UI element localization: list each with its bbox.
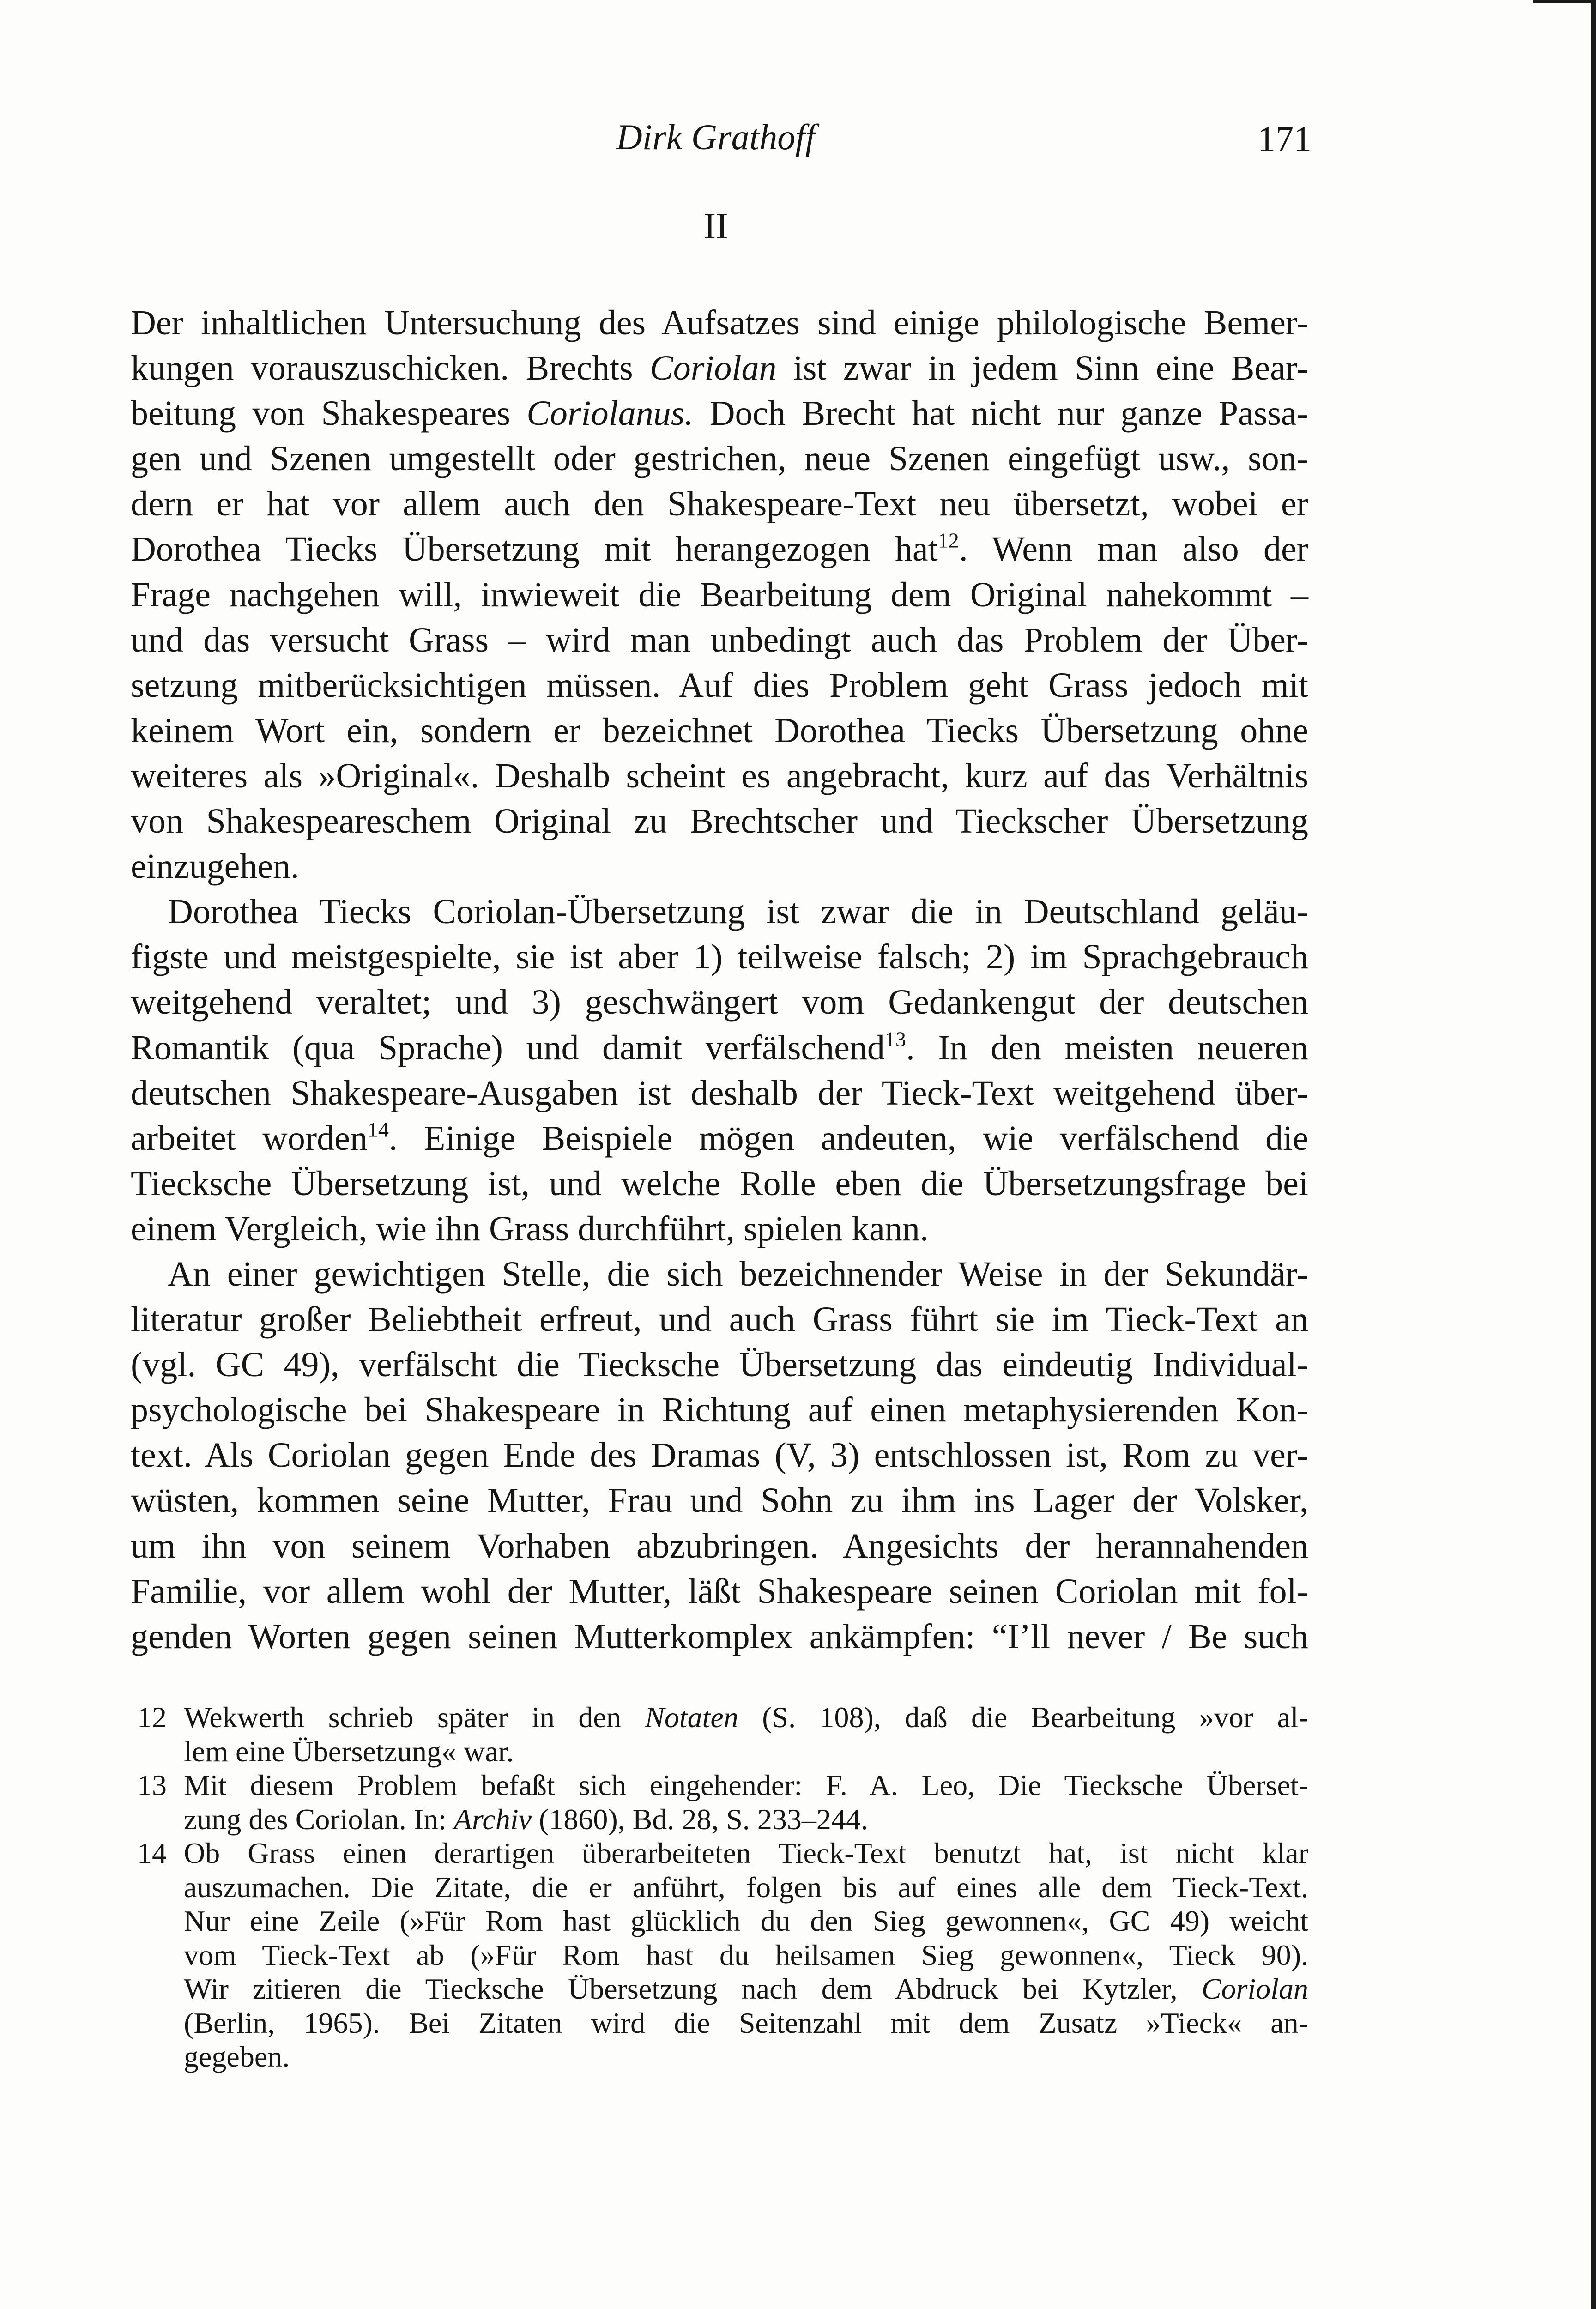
text-line: Dorothea Tiecks Coriolan-Übersetzung ist zwar die in Deutschland geläu- — [168, 892, 1308, 931]
footnote-ref-12: 12 — [937, 528, 959, 552]
footnote-line: auszumachen. Die Zitate, die er anführt, folgen bis auf eines alle dem Tieck-Text. — [184, 1870, 1308, 1904]
text-line: Der inhaltlichen Untersuchung des Aufsatzes sind einige philologische Bemer- — [131, 303, 1308, 342]
text-line: Dorothea Tiecks Übersetzung mit herangezogen hat$^{12}$. Wenn man also der — [131, 528, 1308, 569]
footnote-number: 13 — [137, 1769, 167, 1801]
text-line: um ihn von seinem Vorhaben abzubringen. Angesichts der herannahenden — [131, 1526, 1308, 1566]
text-line: Tiecksche Übersetzung ist, und welche Rolle eben die Übersetzungsfrage bei — [131, 1164, 1308, 1203]
text-line: einzugehen. — [131, 847, 300, 886]
footnote-line: lem eine Übersetzung« war. — [184, 1735, 514, 1768]
text-line: (vgl. GC 49), verfälscht die Tiecksche Übersetzung das eindeutig Individual- — [131, 1345, 1308, 1384]
text-line: arbeitet worden$^{14}$. Einige Beispiele mögen andeuten, wie verfälschend die — [131, 1118, 1308, 1158]
text-line: An einer gewichtigen Stelle, die sich bezeichnender Weise in der Sekundär- — [168, 1254, 1308, 1294]
text-line: kungen vorauszuschicken. Brechts Coriolan ist zwar in jedem Sinn eine Bear- — [131, 349, 1308, 388]
text-line: keinem Wort ein, sondern er bezeichnet Dorothea Tiecks Übersetzung ohne — [131, 711, 1308, 750]
body-text — [131, 300, 1308, 1659]
running-head-author: Dirk Grathoff — [616, 117, 816, 157]
text-line: wüsten, kommen seine Mutter, Frau und Sohn zu ihm ins Lager der Volsker, — [131, 1481, 1308, 1520]
text-line: figste und meistgespielte, sie ist aber 1) teilweise falsch; 2) im Sprachgebrauch — [131, 937, 1308, 977]
work-title: Coriolan — [1201, 1972, 1308, 2005]
text-line: einem Vergleich, wie ihn Grass durchführt, spielen kann. — [131, 1209, 929, 1248]
footnote-ref-13: 13 — [884, 1027, 906, 1051]
footnote-13 — [131, 1768, 1308, 1836]
footnote-line: zung des Coriolan. In: Archiv (1860), Bd. 28, S. 233–244. — [184, 1802, 868, 1836]
journal-title: Archiv — [453, 1802, 532, 1836]
text-line: von Shakespeareschem Original zu Brechtscher und Tieckscher Übersetzung — [131, 802, 1308, 841]
text-line: psychologische bei Shakespeare in Richtung auf einen metaphysierenden Kon- — [131, 1390, 1308, 1430]
footnote-14 — [131, 1836, 1308, 2074]
footnote-number: 14 — [137, 1837, 167, 1869]
text-line: dern er hat vor allem auch den Shakespeare-Text neu übersetzt, wobei er — [131, 484, 1308, 524]
footnote-line: gegeben. — [184, 2040, 290, 2073]
section-heading: II — [703, 206, 728, 247]
text-line: und das versucht Grass – wird man unbedingt auch das Problem der Über- — [131, 620, 1308, 659]
footnote-line: (Berlin, 1965). Bei Zitaten wird die Seitenzahl mit dem Zusatz »Tieck« an- — [184, 2006, 1308, 2039]
footnote-line: Wekwerth schrieb später in den Notaten (S. 108), daß die Bearbeitung »vor al- — [184, 1701, 1309, 1734]
footnotes — [131, 1700, 1308, 2074]
footnote-number: 12 — [137, 1701, 167, 1734]
text-line: Romantik (qua Sprache) und damit verfälschend$^{13}$. In den meisten neueren — [131, 1027, 1308, 1067]
page-number: 171 — [1257, 119, 1312, 159]
text-line: genden Worten gegen seinen Mutterkomplex ankämpfen: “I’ll never / Be such — [131, 1617, 1308, 1656]
work-title: Coriolanus. — [526, 394, 694, 433]
footnote-ref-14: 14 — [367, 1118, 389, 1142]
text-line: weiteres als »Original«. Deshalb scheint es angebracht, kurz auf das Verhältnis — [131, 756, 1308, 795]
footnote-line: Mit diesem Problem befaßt sich eingehender: F. A. Leo, Die Tiecksche Überset- — [184, 1769, 1308, 1801]
text-line: deutschen Shakespeare-Ausgaben ist deshalb der Tieck-Text weitgehend über- — [131, 1073, 1308, 1112]
footnote-line: Wir zitieren die Tiecksche Übersetzung nach dem Abdruck bei Kytzler, Coriolan — [184, 1972, 1308, 2005]
footnote-line: Ob Grass einen derartigen überarbeiteten Tieck-Text benutzt hat, ist nicht klar — [184, 1837, 1308, 1869]
text-line: weitgehend veraltet; und 3) geschwängert vom Gedankengut der deutschen — [131, 983, 1308, 1022]
footnote-line: vom Tieck-Text ab (»Für Rom hast du heilsamen Sieg gewonnen«, Tieck 90). — [184, 1938, 1308, 1971]
text-line: Familie, vor allem wohl der Mutter, läßt Shakespeare seinen Coriolan mit fol- — [131, 1572, 1308, 1611]
scan-edge-right — [1591, 0, 1596, 2309]
text-line: gen und Szenen umgestellt oder gestrichen, neue Szenen eingefügt usw., son- — [131, 439, 1308, 478]
work-title: Notaten — [645, 1701, 738, 1734]
text-line: Frage nachgehen will, inwieweit die Bearbeitung dem Original nahekommt – — [131, 575, 1308, 614]
work-title: Coriolan — [650, 349, 777, 388]
scan-edge-top — [1533, 0, 1596, 3]
text-line: literatur großer Beliebtheit erfreut, und auch Grass führt sie im Tieck-Text an — [131, 1300, 1308, 1339]
footnote-line: Nur eine Zeile (»Für Rom hast glücklich du den Sieg gewonnen«, GC 49) weicht — [184, 1904, 1308, 1937]
text-line: text. Als Coriolan gegen Ende des Dramas (V, 3) entschlossen ist, Rom zu ver- — [131, 1436, 1308, 1475]
text-line: beitung von Shakespeares Coriolanus. Doch Brecht hat nicht nur ganze Passa- — [131, 394, 1308, 433]
text-line: setzung mitberücksichtigen müssen. Auf dies Problem geht Grass jedoch mit — [131, 665, 1308, 705]
footnote-12 — [131, 1700, 1308, 1768]
